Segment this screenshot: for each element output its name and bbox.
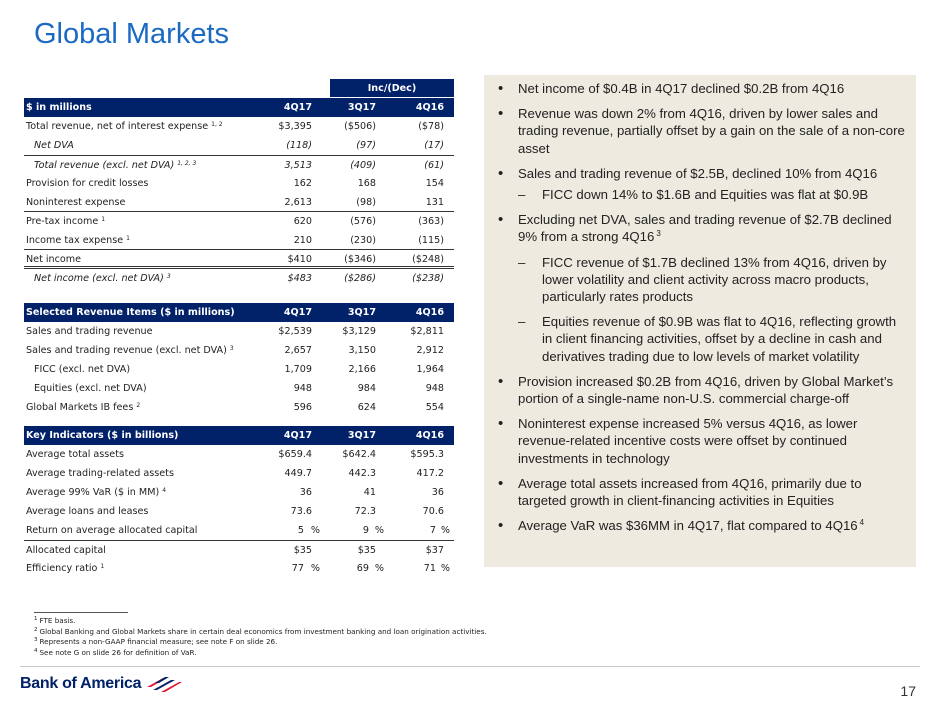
row-label: Provision for credit losses xyxy=(26,178,149,189)
bullet-item: • Noninterest expense increased 5% versus 4Q16, as lower revenue-related incentive costs were offset by continued investments in technology xyxy=(498,415,908,467)
footnote: $^2$ Global Banking and Global Markets share in certain deal economics from investment banking and loan origination activities. xyxy=(34,626,487,636)
cell: 554 xyxy=(425,402,444,413)
cell: (230) xyxy=(350,235,376,246)
cell: 620 xyxy=(293,216,312,227)
table-header-label: $ in millions xyxy=(26,102,92,113)
col-header: 3Q17 xyxy=(347,307,376,318)
cell: 72.3 xyxy=(354,506,376,517)
row-label: Sales and trading revenue (excl. net DVA) xyxy=(26,345,227,356)
cell: $35 xyxy=(357,545,376,556)
bullet-item: • Net income of $0.4B in 4Q17 declined $0.2B from 4Q16 xyxy=(498,80,908,97)
cell: 71 xyxy=(423,563,436,574)
sub-bullet-item: – FICC revenue of $1.7B declined 13% from 4Q16, driven by lower volatility and client activity across macro products, particularly rates products xyxy=(498,254,908,306)
col-header: 4Q16 xyxy=(415,430,444,441)
footnote: $^4$ See note G on slide 26 for definition of VaR. xyxy=(34,647,197,657)
col-header: 4Q16 xyxy=(415,102,444,113)
row-label: Equities (excl. net DVA) xyxy=(34,383,147,394)
col-header: 4Q16 xyxy=(415,307,444,318)
table-row xyxy=(24,483,454,502)
bullet-item: • Revenue was down 2% from 4Q16, driven by lower sales and trading revenue, partially offset by a gain on the sale of a non-core asset xyxy=(498,105,908,157)
table-row xyxy=(24,464,454,483)
income-statement-table xyxy=(24,98,454,288)
cell: $642.4 xyxy=(342,449,376,460)
table-row xyxy=(24,155,454,174)
footer-rule xyxy=(20,666,920,667)
percent-sign: % xyxy=(440,525,450,536)
percent-sign: % xyxy=(374,563,384,574)
commentary-bullets xyxy=(498,80,908,542)
cell: ($286) xyxy=(344,273,376,284)
bullet-item: • Provision increased $0.2B from 4Q16, driven by Global Market’s portion of a single-name non-U.S. commercial charge-off xyxy=(498,373,908,407)
table-header-row xyxy=(24,426,454,445)
row-label: Average total assets xyxy=(26,449,124,460)
cell: 948 xyxy=(293,383,312,394)
cell: 5 xyxy=(297,525,304,536)
footnotes xyxy=(34,616,487,658)
cell: ($238) xyxy=(412,273,444,284)
row-label: Net DVA xyxy=(34,140,74,151)
footnote-divider xyxy=(34,612,128,613)
cell: 442.3 xyxy=(348,468,376,479)
key-indicators-table xyxy=(24,426,454,578)
cell: $410 xyxy=(287,254,312,265)
row-label: Total revenue, net of interest expense xyxy=(26,121,209,132)
col-header: 4Q17 xyxy=(283,102,312,113)
cell: 417.2 xyxy=(416,468,444,479)
footnote-ref: 4 xyxy=(859,518,865,528)
cell: 210 xyxy=(293,235,312,246)
cell: $35 xyxy=(293,545,312,556)
col-header: 4Q17 xyxy=(283,430,312,441)
footnote: $^3$ Represents a non-GAAP financial measure; see note F on slide 26. xyxy=(34,637,278,647)
logo-wordmark: Bank of America xyxy=(20,675,142,692)
cell: 9 xyxy=(362,525,369,536)
table-row xyxy=(24,212,454,231)
table-header-label: Key Indicators ($ in billions) xyxy=(26,430,179,441)
cell: 162 xyxy=(293,178,312,189)
footnote-ref: 3 xyxy=(166,273,171,280)
page-title: Global Markets xyxy=(34,18,230,50)
cell: 69 xyxy=(356,563,369,574)
cell: 596 xyxy=(293,402,312,413)
table-row xyxy=(24,398,454,417)
table-header-row xyxy=(24,303,454,322)
table-row xyxy=(24,136,454,155)
table-row xyxy=(24,559,454,578)
cell: 2,613 xyxy=(284,197,312,208)
cell: (98) xyxy=(356,197,376,208)
table-row xyxy=(24,502,454,521)
bullet-item: • Excluding net DVA, sales and trading revenue of $2.7B declined 9% from a strong 4Q16 $^3$ xyxy=(498,211,908,245)
cell: $3,129 xyxy=(342,326,376,337)
table-row xyxy=(24,341,454,360)
cell: (61) xyxy=(424,160,444,171)
cell: 131 xyxy=(425,197,444,208)
row-label: Income tax expense xyxy=(26,235,124,246)
cell: (17) xyxy=(424,140,444,151)
footnote-ref: 1 xyxy=(101,216,106,223)
table-row xyxy=(24,193,454,212)
cell: 36 xyxy=(299,487,312,498)
footnote-ref: 1 xyxy=(126,235,130,242)
table-row xyxy=(24,322,454,341)
cell: 948 xyxy=(425,383,444,394)
cell: ($506) xyxy=(344,121,376,132)
table-row xyxy=(24,540,454,559)
cell: (97) xyxy=(356,140,376,151)
table-row xyxy=(24,269,454,288)
cell: ($248) xyxy=(412,254,444,265)
percent-sign: % xyxy=(310,525,320,536)
cell: 77 xyxy=(291,563,304,574)
cell: $3,395 xyxy=(278,121,312,132)
row-label: Efficiency ratio xyxy=(26,563,98,574)
sub-bullet-item: – FICC down 14% to $1.6B and Equities was flat at $0.9B xyxy=(498,186,908,203)
col-header: 4Q17 xyxy=(283,307,312,318)
cell: ($78) xyxy=(418,121,444,132)
table-header-label: Selected Revenue Items ($ in millions) xyxy=(26,307,235,318)
col-header: 3Q17 xyxy=(347,102,376,113)
cell: 1,964 xyxy=(416,364,444,375)
cell: (576) xyxy=(350,216,376,227)
footnote-ref: 3 xyxy=(229,345,234,352)
cell: 3,513 xyxy=(284,160,312,171)
row-label: Total revenue (excl. net DVA) xyxy=(34,160,175,171)
cell: (363) xyxy=(418,216,444,227)
sub-bullet-item: – Equities revenue of $0.9B was flat to 4Q16, reflecting growth in client financing activities, offset by a decline in cash and derivatives trading due to low levels of market volatility xyxy=(498,313,908,365)
row-label: Sales and trading revenue xyxy=(26,326,153,337)
cell: $595.3 xyxy=(410,449,444,460)
cell: (409) xyxy=(350,160,376,171)
cell: 3,150 xyxy=(348,345,376,356)
row-label: Global Markets IB fees xyxy=(26,402,134,413)
table-row xyxy=(24,174,454,193)
table-header-row xyxy=(24,98,454,117)
table-row xyxy=(24,231,454,250)
cell: 2,912 xyxy=(416,345,444,356)
footnote-ref: 4 xyxy=(162,487,167,494)
bullet-item: • Sales and trading revenue of $2.5B, declined 10% from 4Q16 xyxy=(498,165,908,182)
cell: $659.4 xyxy=(278,449,312,460)
row-label: Noninterest expense xyxy=(26,197,126,208)
page-number: 17 xyxy=(900,683,916,699)
cell: $37 xyxy=(425,545,444,556)
row-label: FICC (excl. net DVA) xyxy=(34,364,131,375)
cell: 41 xyxy=(363,487,376,498)
row-label: Net income xyxy=(26,254,82,265)
table-row xyxy=(24,379,454,398)
bullet-item: • Average VaR was $36MM in 4Q17, flat compared to 4Q16 $^4$ xyxy=(498,517,908,534)
percent-sign: % xyxy=(440,563,450,574)
row-label: Return on average allocated capital xyxy=(26,525,198,536)
cell: 624 xyxy=(357,402,376,413)
footnote-ref: 1 xyxy=(100,563,105,570)
cell: 70.6 xyxy=(422,506,444,517)
percent-sign: % xyxy=(310,563,320,574)
row-label: Average loans and leases xyxy=(26,506,149,517)
footnote-ref: 1, 2, 3 xyxy=(177,160,197,167)
footnote: $^1$ FTE basis. xyxy=(34,616,76,625)
row-label: Allocated capital xyxy=(26,545,106,556)
row-label: Net income (excl. net DVA) xyxy=(34,273,164,284)
footnote-ref: 1, 2 xyxy=(211,121,223,128)
cell: 449.7 xyxy=(284,468,312,479)
cell: 154 xyxy=(425,178,444,189)
bank-of-america-logo xyxy=(20,675,183,693)
cell: 168 xyxy=(357,178,376,189)
flag-icon xyxy=(145,675,183,693)
table-row xyxy=(24,521,454,540)
cell: 984 xyxy=(357,383,376,394)
cell: (115) xyxy=(418,235,444,246)
cell: 2,166 xyxy=(348,364,376,375)
table-row xyxy=(24,360,454,379)
revenue-items-table xyxy=(24,303,454,417)
cell: $2,539 xyxy=(278,326,312,337)
table-row xyxy=(24,445,454,464)
cell: $483 xyxy=(287,273,312,284)
cell: 7 xyxy=(429,525,436,536)
footnote-ref: 3 xyxy=(656,229,661,239)
cell: 1,709 xyxy=(284,364,312,375)
cell: $2,811 xyxy=(410,326,444,337)
col-header: 3Q17 xyxy=(347,430,376,441)
table-row xyxy=(24,250,454,269)
percent-sign: % xyxy=(374,525,384,536)
row-label: Average trading-related assets xyxy=(26,468,174,479)
row-label: Average 99% VaR ($ in MM) xyxy=(26,487,160,498)
bullet-item: • Average total assets increased from 4Q16, primarily due to targeted growth in client-financing activities in Equities xyxy=(498,475,908,509)
cell: ($346) xyxy=(344,254,376,265)
inc-dec-header: Inc/(Dec) xyxy=(330,79,454,98)
footnote-ref: 2 xyxy=(136,402,141,409)
cell: 36 xyxy=(431,487,444,498)
cell: (118) xyxy=(286,140,312,151)
cell: 2,657 xyxy=(284,345,312,356)
row-label: Pre-tax income xyxy=(26,216,99,227)
table-row xyxy=(24,117,454,136)
cell: 73.6 xyxy=(290,506,312,517)
